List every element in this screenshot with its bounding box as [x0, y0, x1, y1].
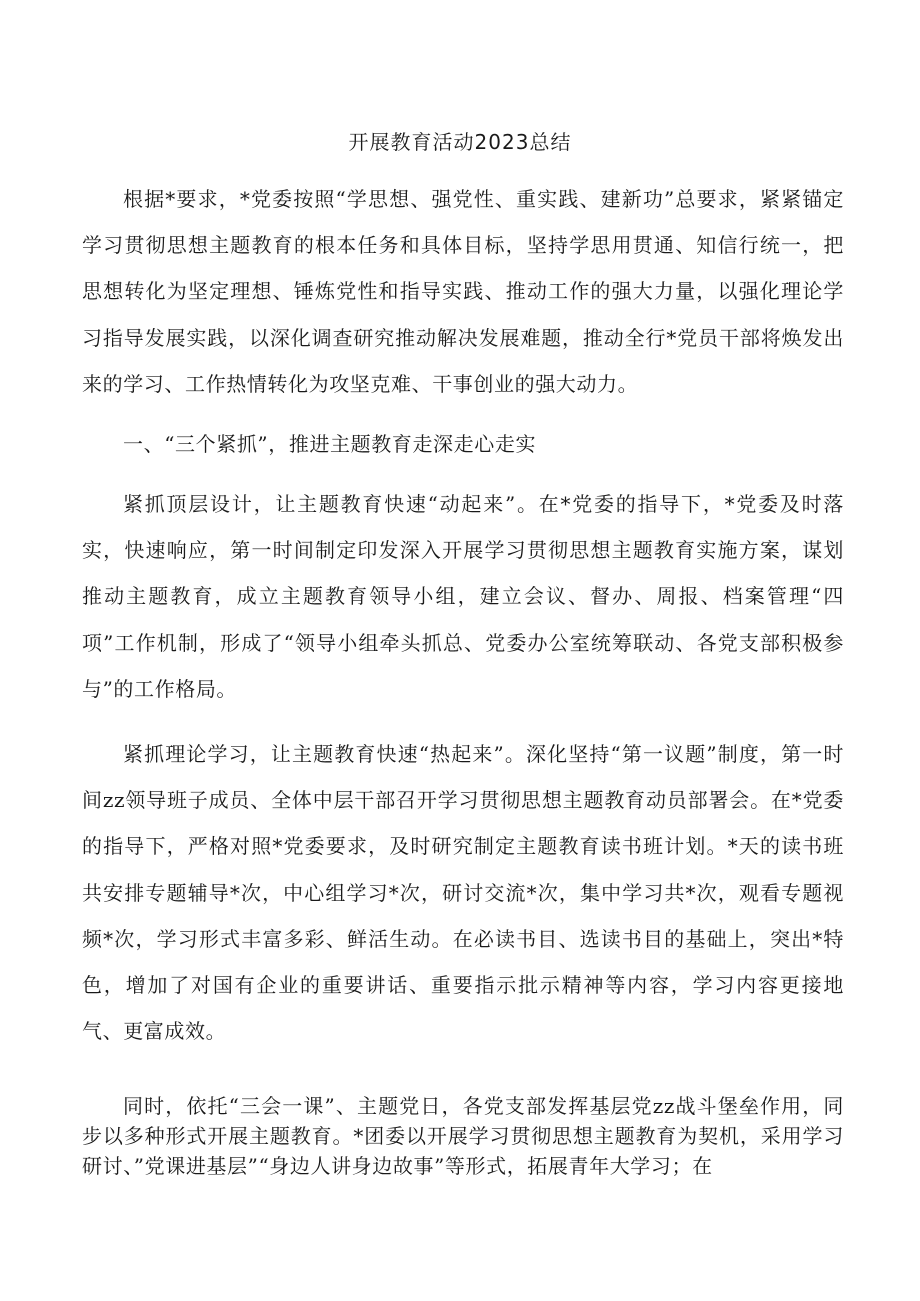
grassroots-paragraph: 同时，依托“三会一课”、主题党日，各党支部发挥基层党zz战斗堡垒作用，同步以多种形式开展主题教育。*团委以开展学习贯彻思想主题教育为契机，采用学习研讨、”党课进基层”“身边人讲身边故事”等形式，拓展青年大学习；在 — [82, 1094, 844, 1178]
intro-paragraph: 根据*要求，*党委按照“学思想、强党性、重实践、建新功”总要求，紧紧锚定学习贯彻思想主题教育的根本任务和具体目标，坚持学思用贯通、知信行统一，把思想转化为坚定理想、锤炼党性和指导实践、推动工作的强大力量，以强化理论学习指导发展实践，以深化调查研究推动解决发展难题，推动全行*党员干部将焕发出来的学习、工作热情转化为攻坚克难、干事创业的强大动力。 — [82, 187, 844, 396]
theory-study-paragraph: 紧抓理论学习，让主题教育快速“热起来”。深化坚持“第一议题”制度，第一时间zz领导班子成员、全体中层干部召开学习贯彻思想主题教育动员部署会。在*党委的指导下，严格对照*党委要求，及时研究制定主题教育读书班计划。*天的读书班共安排专题辅导*次，中心组学习*次，研讨交流*次，集中学习共*次，观看专题视频*次，学习形式丰富多彩、鲜活生动。在必读书目、选读书目的基础上，突出*特色，增加了对国有企业的重要讲话、重要指示批示精神等内容，学习内容更接地气、更富成效。 — [82, 742, 844, 1044]
section-heading: 一、“三个紧抓”，推进主题教育走深走心走实 — [123, 432, 537, 456]
document-title: 开展教育活动2023总结 — [348, 130, 572, 154]
top-level-design-paragraph: 紧抓顶层设计，让主题教育快速“动起来”。在*党委的指导下，*党委及时落实，快速响应，第一时间制定印发深入开展学习贯彻思想主题教育实施方案，谋划推动主题教育，成立主题教育领导小组，建立会议、督办、周报、档案管理“四项”工作机制，形成了“领导小组牵头抓总、党委办公室统筹联动、各党支部积极参与”的工作格局。 — [82, 492, 844, 701]
